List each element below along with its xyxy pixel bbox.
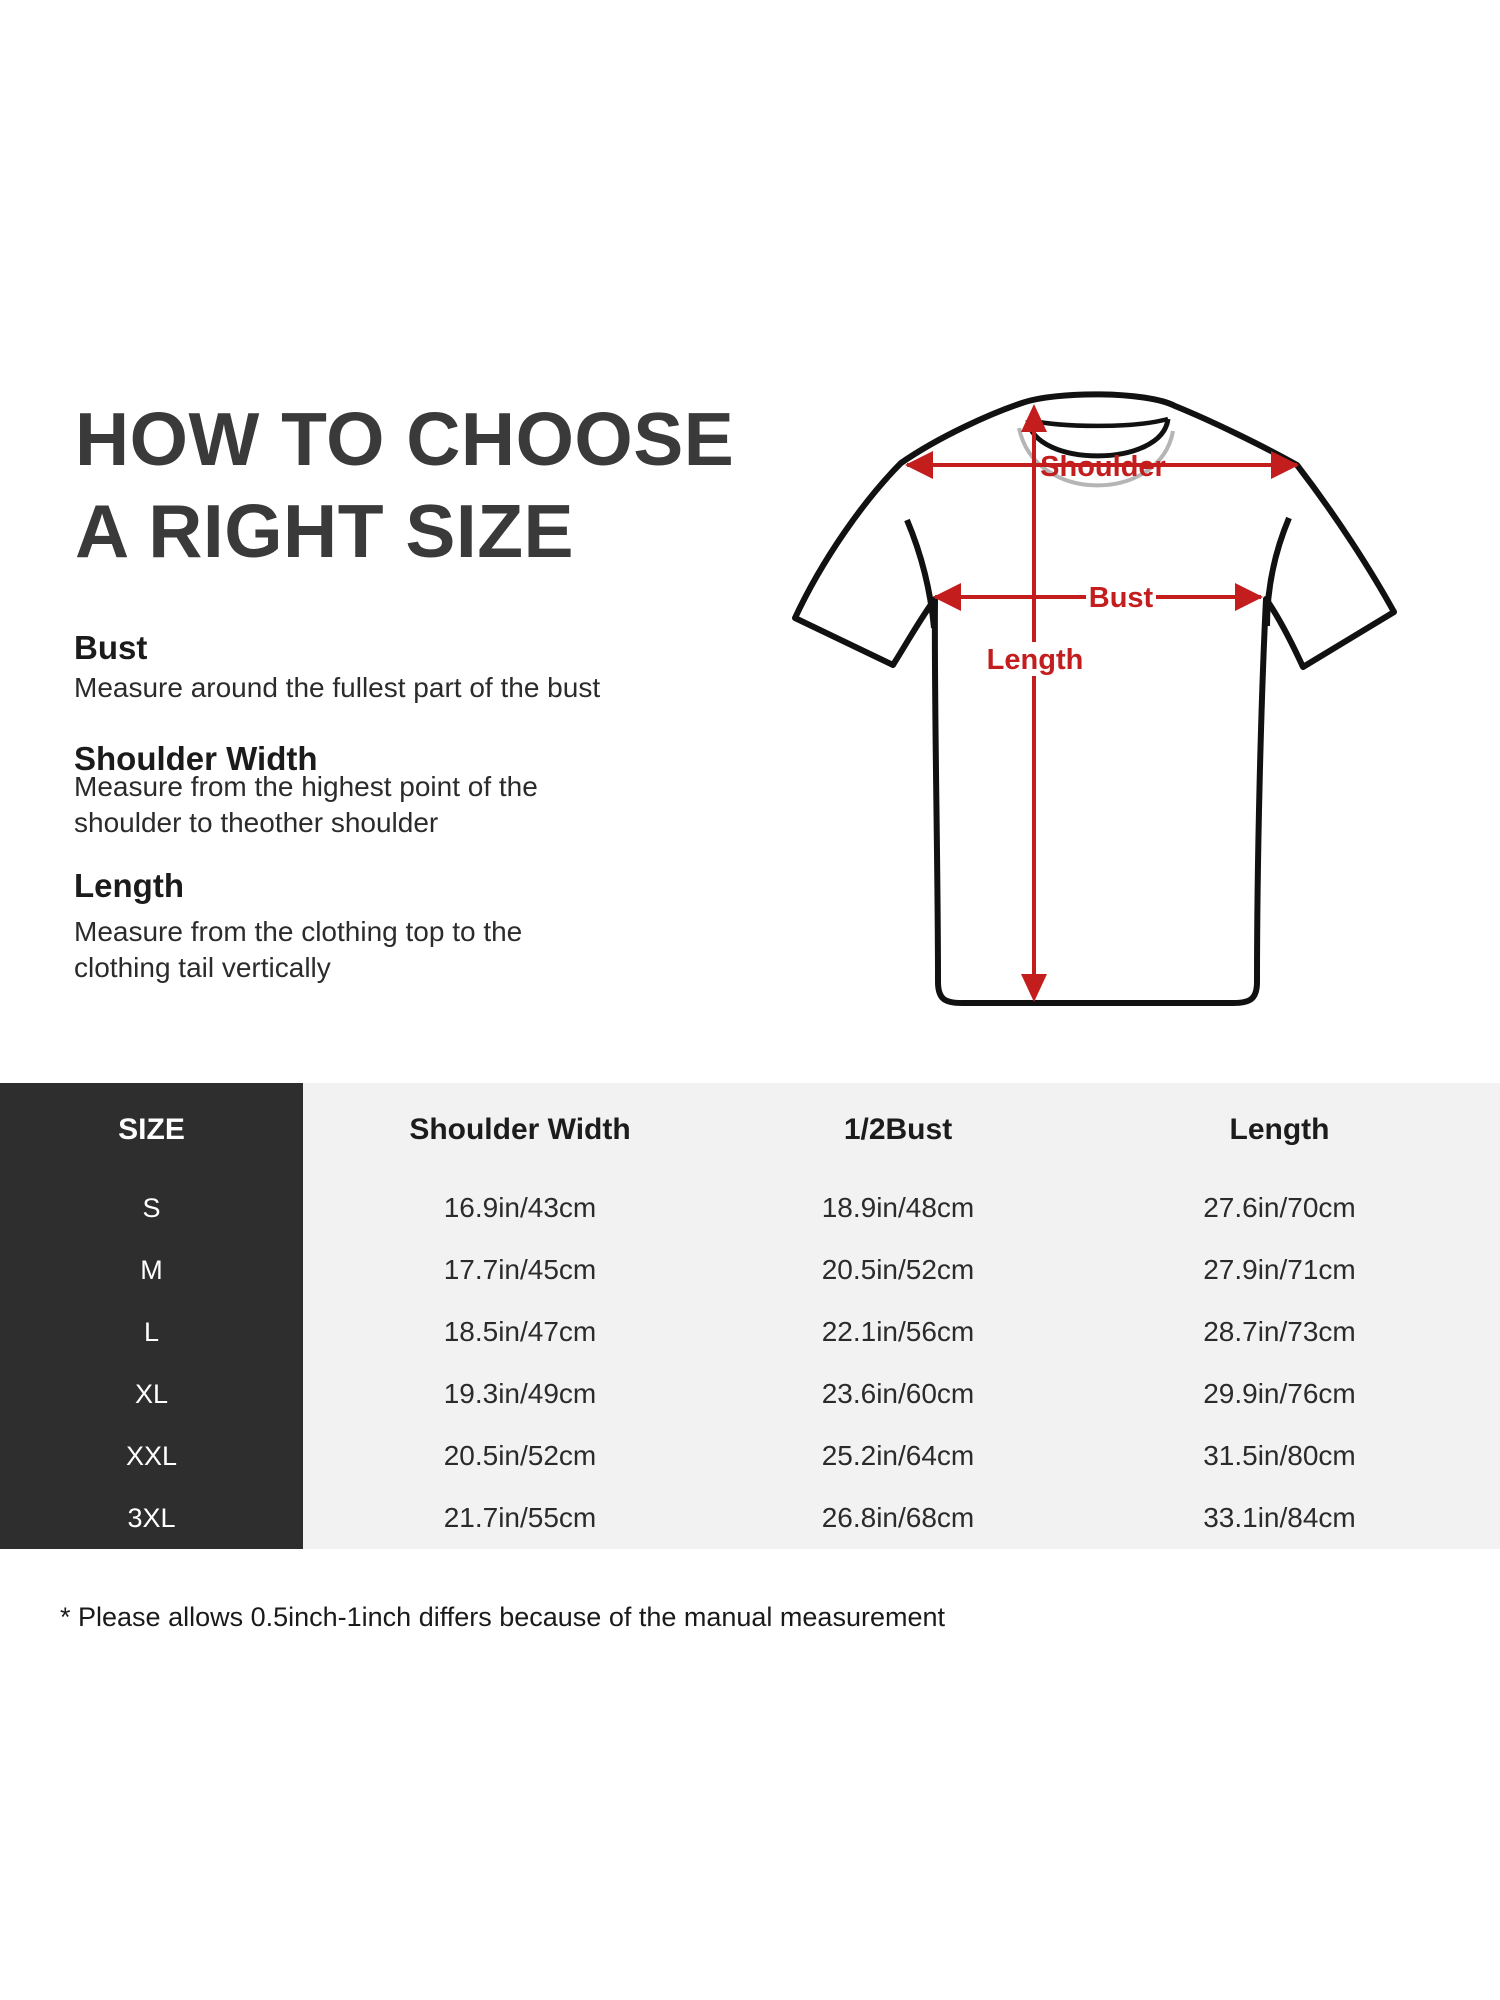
instruction-text-bust: Measure around the fullest part of the bust [74,672,601,703]
size-cell: XL [0,1363,303,1425]
length-label: Length [986,644,1084,676]
shoulder-cell: 21.7in/55cm [303,1487,737,1549]
length-cell: 28.7in/73cm [1059,1301,1500,1363]
bust-cell: 25.2in/64cm [737,1425,1059,1487]
shoulder-cell: 17.7in/45cm [303,1239,737,1301]
tshirt-diagram [600,300,1460,1060]
column-header-size: SIZE [0,1083,303,1177]
column-header-shoulder-width: Shoulder Width [303,1083,737,1177]
instruction-heading-shoulder-width: Shoulder Width [74,740,318,777]
bust-label: Bust [1088,582,1154,614]
table-row-xxl [0,1425,1500,1487]
instruction-text-shoulder-width: Measure from the highest point of the shoulder to theother shoulder [74,771,538,838]
table-row-xl [0,1363,1500,1425]
bust-cell: 18.9in/48cm [737,1177,1059,1239]
instruction-heading-length: Length [74,867,184,904]
table-row-3xl [0,1487,1500,1549]
shoulder-label: Shoulder [1040,451,1166,483]
measurement-disclaimer: * Please allows 0.5inch-1inch differs because of the manual measurement [60,1602,946,1632]
length-cell: 33.1in/84cm [1059,1487,1500,1549]
length-cell: 27.6in/70cm [1059,1177,1500,1239]
table-row-s [0,1177,1500,1239]
bust-cell: 26.8in/68cm [737,1487,1059,1549]
bust-cell: 23.6in/60cm [737,1363,1059,1425]
shoulder-cell: 18.5in/47cm [303,1301,737,1363]
size-cell: S [0,1177,303,1239]
bust-cell: 22.1in/56cm [737,1301,1059,1363]
page-title-line-1: HOW TO CHOOSE [75,397,735,481]
length-cell: 29.9in/76cm [1059,1363,1500,1425]
size-cell: 3XL [0,1487,303,1549]
table-row-l [0,1301,1500,1363]
shoulder-cell: 16.9in/43cm [303,1177,737,1239]
size-table [0,1083,1500,1549]
table-row-m [0,1239,1500,1301]
instruction-text-length: Measure from the clothing top to the clothing tail vertically [74,916,523,983]
column-header-length: Length [1059,1083,1500,1177]
bust-cell: 20.5in/52cm [737,1239,1059,1301]
size-cell: M [0,1239,303,1301]
size-cell: XXL [0,1425,303,1487]
length-cell: 27.9in/71cm [1059,1239,1500,1301]
column-header-half-bust: 1/2Bust [737,1083,1059,1177]
instruction-heading-bust: Bust [74,629,148,666]
length-cell: 31.5in/80cm [1059,1425,1500,1487]
shoulder-cell: 19.3in/49cm [303,1363,737,1425]
page-title-line-2: A RIGHT SIZE [75,489,575,573]
shoulder-cell: 20.5in/52cm [303,1425,737,1487]
size-table-header-row [0,1083,1500,1177]
size-cell: L [0,1301,303,1363]
